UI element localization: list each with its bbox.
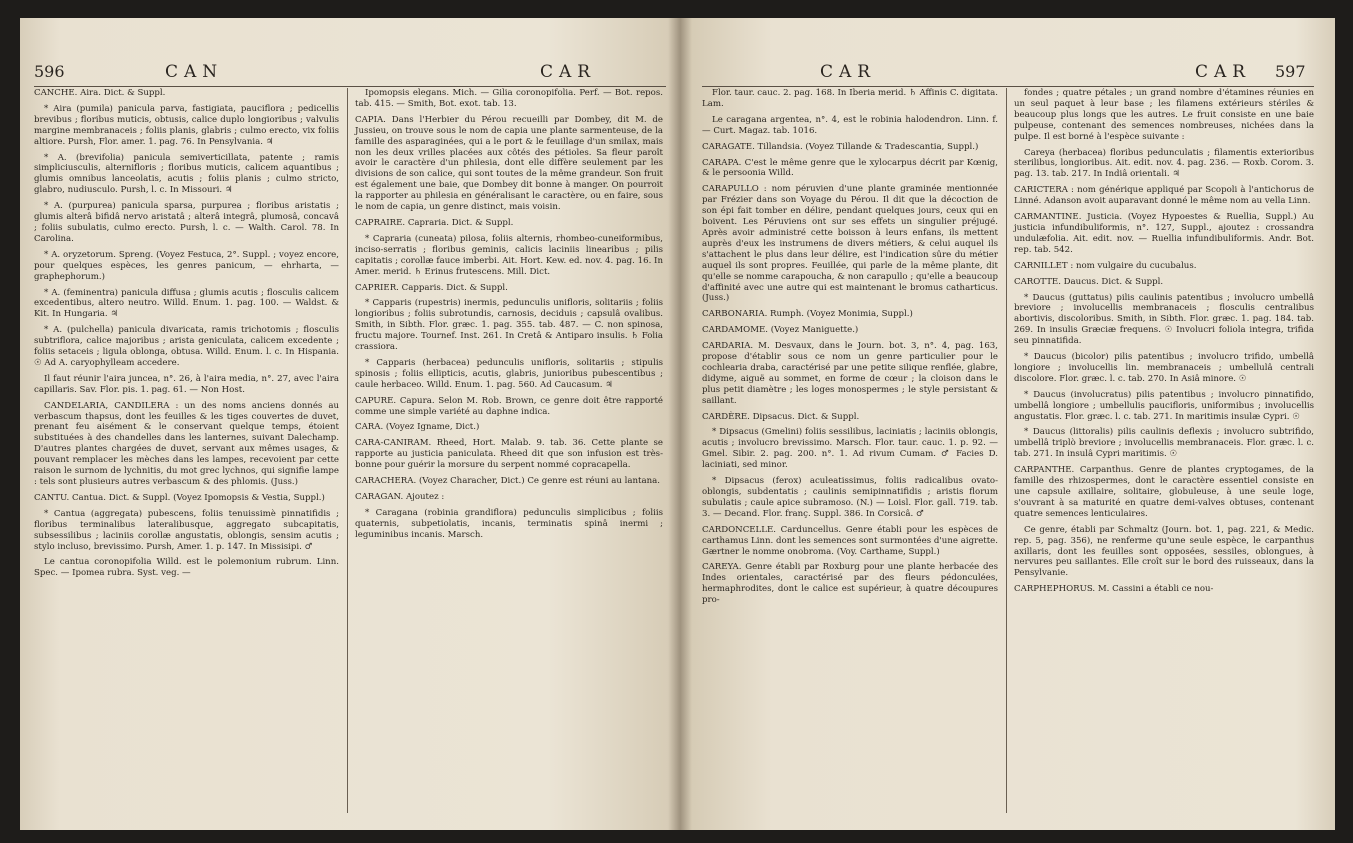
text-paragraph: * A. (feminentra) panicula diffusa ; glumis acutis ; flosculis calicem excedentibus, altero neutro. Willd. Enum. 1. pag. 100. — Waldst. & Kit. In Hungaria. ♃ <box>34 287 339 320</box>
text-paragraph: CANCHE. Aira. Dict. & Suppl. <box>34 88 166 98</box>
text-paragraph: CARAPA. C'est le même genre que le xylocarpus décrit par Kœnig, & le persoonia Willd. <box>702 157 998 179</box>
text-paragraph: * A. (purpurea) panicula sparsa, purpurea ; floribus aristatis ; glumis alterâ bifidâ nervo aristatâ ; alterâ integrâ, plumosâ, concavâ ; foliis subulatis, culmo erecto. Pursh, l. c. — Walth. Carol. 78. In Carolina. <box>34 201 339 244</box>
right-page <box>680 18 1335 830</box>
text-paragraph: * Caragana (robinia grandiflora) pedunculis simplicibus ; foliis quaternis, subpetiolatis, incanis, terminatis spinâ inermi ; leguminibus incanis. Marsch. <box>355 507 663 540</box>
text-paragraph: CARICTERA : nom générique appliqué par Scopoli à l'antichorus de Linné. Adanson avoit auparavant donné le même nom au vella Linn. <box>1014 185 1314 207</box>
column-divider <box>1006 88 1007 813</box>
text-paragraph: CARBONARIA. Rumph. (Voyez Monimia, Suppl.) <box>702 309 913 320</box>
text-paragraph: Il faut réunir l'aira juncea, n°. 26, à l'aira media, n°. 27, avec l'aira capillaris. Sav. Flor. pis. 1. pag. 61. — Non Host. <box>34 373 339 395</box>
text-paragraph: CAPIA. Dans l'Herbier du Pérou recueilli par Dombey, dit M. de Jussieu, on trouve sous le nom de capia une plante sarmenteuse, de la famille des asparaginées, qui a le port & le feuillage d'un smilax, mais non les deux vrilles placées aux côtés des pétioles. Sa fleur paroît avoir le caractère d'un philesia, dont elle diffère seulement par les divisions de son calice, qui sont toutes de la même grandeur. Son fruit est également une baie, que Dombey dit bonne à manger. On pourroit la rapporter au philesia en généralisant le caractère, ou en faire, sous le nom de capia, un genre distinct, mais voisin. <box>355 114 663 213</box>
right-column-2 <box>1014 88 1314 600</box>
text-paragraph: CARPANTHE. Carpanthus. Genre de plantes cryptogames, de la famille des rhizospermes, dont le caractère essentiel consiste en une capsule axillaire, solitaire, globuleuse, à une seule loge, s'ouvrant à sa maturité en quatre demi-valves obtuses, contenant quatre semences lenticulaires. <box>1014 465 1314 519</box>
left-page-number: 596 <box>34 62 65 81</box>
text-paragraph: Ipomopsis elegans. Mich. — Gilia coronopifolia. Perf. — Bot. repos. tab. 415. — Smith, Bot. exot. tab. 13. <box>355 88 663 109</box>
text-paragraph: Flor. taur. cauc. 2. pag. 168. In Iberia merid. ♄ Affinis C. digitata. Lam. <box>702 88 998 109</box>
left-column-1 <box>34 88 339 584</box>
right-header-right: CAR <box>1195 62 1252 82</box>
text-paragraph: CARA-CANIRAM. Rheed, Hort. Malab. 9. tab. 36. Cette plante se rapporte au justicia paniculata. Rheed dit que son infusion est très-bonne pour guérir la morsure du serpent nommé copracapella. <box>355 438 663 471</box>
text-paragraph: Le cantua coronopifolia Willd. est le polemonium rubrum. Linn. Spec. — Ipomea rubra. Syst. veg. — <box>34 557 339 579</box>
text-paragraph: * Dipsacus (Gmelini) foliis sessilibus, laciniatis ; laciniis oblongis, acutis ; involucro brevissimo. Marsch. Flor. taur. cauc. 1. p. 92. — Gmel. Sibir. 2. pag. 200. n°. 1. Ad rivum Cumam. ♂ Facies D. laciniati, sed minor. <box>702 427 998 471</box>
text-paragraph: CARACHERA. (Voyez Characher, Dict.) Ce genre est réuni au lantana. <box>355 476 660 487</box>
text-paragraph: CARAGAN. Ajoutez : <box>355 492 445 502</box>
text-paragraph: CARAGATE. Tillandsia. (Voyez Tillande & Tradescantia, Suppl.) <box>702 141 979 152</box>
right-header-left: CAR <box>820 62 877 82</box>
text-paragraph: * Cantua (aggregata) pubescens, foliis tenuissimè pinnatifidis ; floribus terminalibus lateralibusque, aggregato subcapitatis, subsessilibus ; laciniis corollæ angustatis, oblongis, sensim acutis ; stylo incluso, brevissimo. Pursh, Amer. 1. p. 147. In Missisipi. ♂ <box>34 508 339 552</box>
right-page-number: 597 <box>1275 62 1306 81</box>
text-paragraph: CAREYA. Genre établi par Roxburg pour une plante herbacée des Indes orientales, caractérisé par des fleurs pédonculées, hermaphrodites, dont le calice est supérieur, à quatre découpures pro- <box>702 562 998 606</box>
text-paragraph: * A. oryzetorum. Spreng. (Voyez Festuca, 2°. Suppl. ; voyez encore, pour quelques espèces, les genres panicum, — ehrharta, — graphephorum.) <box>34 249 339 282</box>
text-paragraph: CANDELARIA, CANDILERA : un des noms anciens donnés au verbascum thapsus, dont les feuilles & les tiges couvertes de duvet, prenant feu aisément & le conservant quelque temps, étoient substituées à des chandelles dans les lanternes, suivant Dalechamp. D'autres plantes chargées de duvet, servant aux mêmes usages, & pouvant remplacer les mèches dans les lampes, recevoient par cette raison le surnom de lychnitis, du mot grec lychnos, qui signifie lampe : tels sont plusieurs autres verbascum & des phlomis. (Juss.) <box>34 400 339 487</box>
text-paragraph: * Daucus (littoralis) pilis caulinis deflexis ; involucro subtrifido, umbellâ triplò breviore ; involucellis membranaceis. Flor. græc. l. c. tab. 271. In insulâ Cypri maritimis. ☉ <box>1014 427 1314 460</box>
text-paragraph: CARDONCELLE. Carduncellus. Genre établi pour les espèces de carthamus Linn. dont les semences sont surmontées d'une aigrette. Gærtner le nomme onobroma. (Voy. Carthame, Suppl.) <box>702 524 998 557</box>
left-header-right: CAR <box>540 62 597 82</box>
text-paragraph: CAPRAIRE. Capraria. Dict. & Suppl. <box>355 217 514 228</box>
book-gutter <box>668 18 692 830</box>
text-paragraph: * Capparis (rupestris) inermis, pedunculis unifloris, solitariis ; foliis longioribus ; foliis subrotundis, carnosis, deciduis ; capsulâ ovalibus. Smith, in Sibth. Flor. græc. 1. pag. 355. tab. 487. — C. non spinosa, fructu majore. Tournef. Inst. 261. In Cretâ & Antiparo insulis. ♄ Folia crassiora. <box>355 298 663 353</box>
header-rule <box>702 86 1314 87</box>
text-paragraph: * Capraria (cuneata) pilosa, foliis alternis, rhombeo-cuneiformibus, inciso-serratis ; floribus geminis, calicis laciniis linearibus ; pilis capitatis ; corollæ fauce imberbi. Ait. Hort. Kew. ed. nov. 4. pag. 16. In Amer. merid. ♄ Erinus frutescens. Mill. Dict. <box>355 233 663 277</box>
text-paragraph: Ce genre, établi par Schmaltz (Journ. bot. 1, pag. 221, & Medic. rep. 5, pag. 356), ne renferme qu'une seule espèce, le carpanthus axillaris, dont les feuilles sont opposées, sessiles, oblongues, à nervures peu saillantes. Elle croît sur le bord des ruisseaux, dans la Pensylvanie. <box>1014 524 1314 579</box>
text-paragraph: Le caragana argentea, n°. 4, est le robinia halodendron. Linn. f. — Curt. Magaz. tab. 1016. <box>702 114 998 136</box>
text-paragraph: * Dipsacus (ferox) aculeatissimus, foliis radicalibus ovato-oblongis, subdentatis ; caulinis semipinnatifidis ; aristis florum subulatis ; caule apice subramoso. (N.) — Loisl. Flor. gall. 719. tab. 3. — Decand. Flor. franç. Suppl. 386. In Corsicâ. ♂ <box>702 476 998 519</box>
text-paragraph: CANTU. Cantua. Dict. & Suppl. (Voyez Ipomopsis & Vestia, Suppl.) <box>34 492 325 503</box>
text-paragraph: fondes ; quatre pétales ; un grand nombre d'étamines réunies en un seul paquet à leur base ; les filamens extérieurs stériles & beaucoup plus longs que les autres. Le fruit consiste en une baie pulpeuse, contenant des semences nombreuses, nichées dans la pulpe. Il est borné à l'espèce suivante : <box>1014 88 1314 142</box>
text-paragraph: * A. (brevifolia) panicula semiverticillata, patente ; ramis simpliciusculis, alternifloris ; floribus muticis, calicem aquantibus ; glumis omnibus lanceolatis, acutis ; foliis planis ; culmo stricto, glabro, nudiusculo. Pursh, l. c. In Missouri. ♃ <box>34 152 339 196</box>
text-paragraph: CARDAMOME. (Voyez Maniguette.) <box>702 325 859 336</box>
text-paragraph: * A. (pulchella) panicula divaricata, ramis trichotomis ; flosculis subtriflora, calice majoribus ; arista geniculata, calicem excedente ; foliis setaceis ; ligula oblonga, obtusa. Willd. Enum. l. c. In Hispania. ☉ Ad A. caryophylleam accedere. <box>34 325 339 368</box>
text-paragraph: CARNILLET : nom vulgaire du cucubalus. <box>1014 260 1197 271</box>
right-column-1 <box>702 88 998 611</box>
left-header-left: CAN <box>165 62 224 82</box>
text-paragraph: CARA. (Voyez Igname, Dict.) <box>355 422 480 433</box>
text-paragraph: CAROTTE. Daucus. Dict. & Suppl. <box>1014 276 1164 287</box>
text-paragraph: CARPHEPHORUS. M. Cassini a établi ce nou- <box>1014 584 1214 595</box>
text-paragraph: * Daucus (involucratus) pilis patentibus ; involucro pinnatifido, umbellâ longiore ; umbellulis paucifloris, uniformibus ; involucellis angustatis. Flor. græc. l. c. tab. 271. In maritimis insulæ Cypri. ☉ <box>1014 389 1314 422</box>
text-paragraph: Careya (herbacea) floribus pedunculatis ; filamentis exterioribus sterilibus, longioribus. Ait. edit. nov. 4. pag. 236. — Roxb. Corom. 3. pag. 13. tab. 217. In Indiâ orientali. ♃ <box>1014 147 1314 180</box>
header-rule <box>34 86 666 87</box>
open-book <box>20 18 1335 830</box>
text-paragraph: * Aira (pumila) panicula parva, fastigiata, pauciflora ; pedicellis brevibus ; floribus muticis, obtusis, calice duplo longioribus ; valvulis margine membranaceis ; foliis planis, glabris ; culmo erecto, vix foliis altiore. Pursh, Flor. amer. 1. pag. 76. In Pensylvania. ♃ <box>34 103 339 147</box>
left-column-2 <box>355 88 663 546</box>
text-paragraph: CAPURE. Capura. Selon M. Rob. Brown, ce genre doit être rapporté comme une simple variété au daphne indica. <box>355 395 663 417</box>
text-paragraph: * Capparis (herbacea) pedunculis unifloris, solitariis ; stipulis spinosis ; foliis ellipticis, acutis, glabris, junioribus pubescentibus ; caule herbaceo. Willd. Enum. 1. pag. 560. Ad Caucasum. ♃ <box>355 357 663 390</box>
text-paragraph: * Daucus (bicolor) pilis patentibus ; involucro trifido, umbellâ longiore ; involucellis lin. membranaceis ; umbellulâ centrali discolore. Flor. græc. l. c. tab. 270. In Asiâ minore. ☉ <box>1014 352 1314 384</box>
text-paragraph: CAPRIER. Capparis. Dict. & Suppl. <box>355 282 508 293</box>
text-paragraph: CARDARIA. M. Desvaux, dans le Journ. bot. 3, n°. 4, pag. 163, propose d'établir sous ce nom un genre particulier pour le cochlearia draba, caractérisé par une petite silique renflée, glabre, didyme, aiguë au sommet, en forme de cœur ; la cloison dans le plus petit diamètre ; les loges monospermes ; le style persistant & saillant. <box>702 341 998 406</box>
text-paragraph: CARAPULLO : nom péruvien d'une plante graminée mentionnée par Frézier dans son Voyage du Pérou. Il dit que la décoction de son épi fait tomber en délire, pendant quelques jours, ceux qui en boivent. Les Péruviens ont sur ses effets un singulier préjugé. Après avoir administré cette boisson à leurs enfans, ils mettent auprès d'eux les instrumens de divers métiers, & celui auquel ils s'attachent le plus dans leur délire, est l'indication sûre du métier auquel ils sont propres. Feuillée, qui parle de la même plante, dit qu'elle se nomme carapoucha, & non carapullo ; qu'elle a beaucoup d'affinité avec une autre qui est maintenant le bromus catharticus. (Juss.) <box>702 184 998 304</box>
left-page <box>20 18 680 830</box>
column-divider <box>347 88 348 813</box>
text-paragraph: * Daucus (guttatus) pilis caulinis patentibus ; involucro umbellâ breviore ; involucellis membranaceis ; flosculis centralibus abortivis, discoloribus. Smith, in Sibth. Flor. græc. 1. pag. 184. tab. 269. In insulis Græciæ frequens. ☉ Involucri foliola integra, trifida seu pinnatifida. <box>1014 292 1314 347</box>
text-paragraph: CARDÈRE. Dipsacus. Dict. & Suppl. <box>702 411 860 422</box>
text-paragraph: CARMANTINE. Justicia. (Voyez Hypoestes & Ruellia, Suppl.) Au justicia infundibuliformis, n°. 127, Suppl., ajoutez : crossandra undulæfolia. Ait. edit. nov. — Ruellia infundibuliformis. Andr. Bot. rep. tab. 542. <box>1014 212 1314 255</box>
